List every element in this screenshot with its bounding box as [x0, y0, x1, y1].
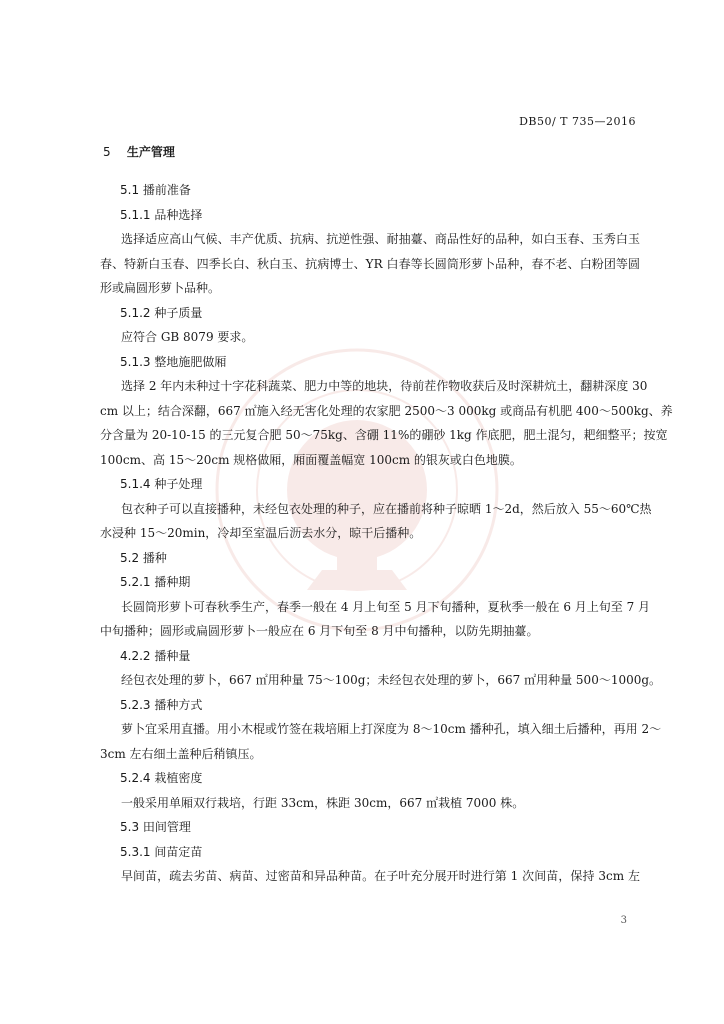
paragraph-line: 分含量为 20-10-15 的三元复合肥 50～75kg、含硼 11%的硼砂 1kg 作底肥，肥土混匀，耙细整平；按宽 [100, 428, 668, 442]
subsection-heading: 5.1.3 整地施肥做厢 [120, 354, 227, 369]
paragraph-line: 长圆筒形萝卜可春秋季生产，春季一般在 4 月上旬至 5 月下旬播种，夏秋季一般在 6 月上旬至 7 月 [121, 599, 651, 614]
subsection-heading: 5.1 播前准备 [120, 183, 191, 197]
subsection-heading: 4.2.2 播种量 [120, 648, 191, 663]
paragraph-line: 应符合 GB 8079 要求。 [121, 330, 254, 344]
paragraph-line: 水浸种 15～20min，冷却至室温后沥去水分，晾干后播种。 [100, 526, 422, 540]
subsection-heading: 5.2.1 播种期 [120, 575, 191, 589]
page-number: 3 [620, 915, 627, 926]
paragraph-line: 早间苗，疏去劣苗、病苗、过密苗和异品种苗。在子叶充分展开时进行第 1 次间苗，保持 3cm 左 [121, 869, 640, 883]
paragraph-line: 经包衣处理的萝卜，667 ㎡用种量 75～100g；未经包衣处理的萝卜，667 ㎡用种量 500～1000g。 [121, 673, 662, 687]
section-number: 5 [103, 145, 111, 159]
standard-number: DB50/ T 735—2016 [519, 115, 636, 128]
paragraph-line: 选择适应高山气候、丰产优质、抗病、抗逆性强、耐抽薹、商品性好的品种，如白玉春、玉秀白玉 [121, 232, 640, 246]
subsection-heading: 5.1.1 品种选择 [120, 207, 203, 222]
subsection-heading: 5.1.2 种子质量 [120, 305, 203, 320]
document-body [100, 178, 673, 889]
paragraph-line: 一般采用单厢双行栽培，行距 33cm，株距 30cm，667 ㎡栽植 7000 株。 [121, 795, 525, 810]
section-title-text: 生产管理 [126, 145, 175, 159]
paragraph-line: 萝卜宜采用直播。用小木棍或竹签在栽培厢上打深度为 8～10cm 播种孔，填入细土后播种，再用 2～ [121, 722, 662, 736]
paragraph-line: 中旬播种；圆形或扁圆形萝卜一般应在 6 月下旬至 8 月中旬播种，以防先期抽薹。 [100, 624, 539, 638]
paragraph-line: 3cm 左右细土盖种后稍镇压。 [100, 746, 262, 761]
paragraph-line: 春、特新白玉春、四季长白、秋白玉、抗病博士、YR 白春等长圆筒形萝卜品种，春不老、白粉团等圆 [100, 256, 640, 271]
paragraph-line: 100cm、高 15～20cm 规格做厢，厢面覆盖幅宽 100cm 的银灰或白色地膜。 [100, 452, 522, 467]
subsection-heading: 5.2 播种 [120, 550, 167, 565]
section-title [103, 143, 175, 160]
paragraph-line: cm 以上；结合深翻，667 ㎡施入经无害化处理的农家肥 2500～3 000kg 或商品有机肥 400～500kg、养 [100, 403, 673, 418]
subsection-heading: 5.2.3 播种方式 [120, 697, 203, 712]
paragraph-line: 形或扁圆形萝卜品种。 [100, 281, 221, 295]
subsection-heading: 5.3.1 间苗定苗 [120, 844, 203, 859]
subsection-heading: 5.3 田间管理 [120, 820, 191, 834]
paragraph-line: 包衣种子可以直接播种，未经包衣处理的种子，应在播前将种子晾晒 1～2d，然后放入 55～60℃热 [121, 501, 652, 516]
paragraph-line: 选择 2 年内未种过十字花科蔬菜、肥力中等的地块，待前茬作物收获后及时深耕炕土，翻耕深度 30 [121, 379, 648, 393]
subsection-heading: 5.1.4 种子处理 [120, 477, 203, 491]
subsection-heading: 5.2.4 栽植密度 [120, 771, 203, 785]
